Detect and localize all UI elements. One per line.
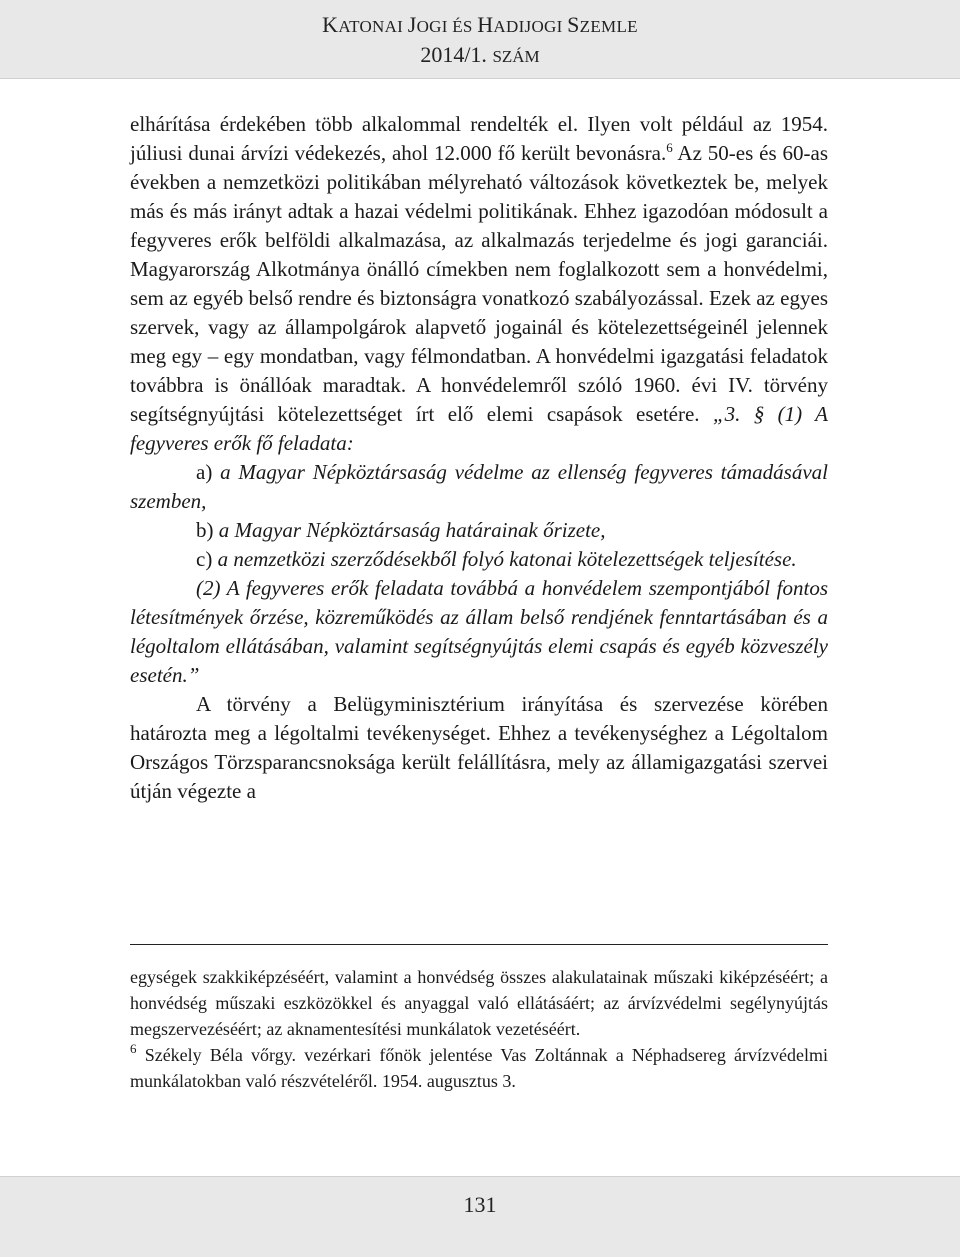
footnote-6: $^6$ Székely Béla vőrgy. vezérkari főnök jelentése Vas Zoltánnak a Néphadsereg árvízvédelmi munkálatokban való részvételéről. 1954. augusztus 3. [130, 1041, 828, 1091]
page-number: 131 [463, 1192, 497, 1217]
list-item-c: c) a nemzetközi szerződésekből folyó katonai kötelezettségek teljesítése. [196, 547, 797, 571]
footnote-continuation: egységek szakkiképzéséért, valamint a honvédség összes alakulatainak műszaki kiképzéséért; a honvédség műszaki eszközökkel és anyaggal való ellátásáért; az árvízvédelmi segélynyújtás megszervezéséért; az aknamentesítési munkálatok vezetéséért. [130, 967, 828, 1039]
footnote-separator [130, 944, 828, 945]
quoted-paragraph: (2) A fegyveres erők feladata továbbá a honvédelem szempontjából fontos létesítmények őrzése, közreműködés az állam belső rendjének fenntartásában és a légoltalom ellátásában, valamint segítségnyújtás elemi csapás és egyéb közveszély esetén.” [130, 576, 828, 687]
quotation-start: „3. § (1) A fegyveres erők fő feladata: [130, 402, 828, 455]
paragraph: elhárítása érdekében több alkalommal rendelték el. Ilyen volt például az 1954. júliusi dunai árvízi védekezés, ahol 12.000 fő került bevonásra.$^6$ Az 50-es és 60-as években a nemzetközi politikában mélyreható változások következtek be, melyek más és más irányt adtak a hazai védelmi politikának. Ehhez igazodóan módosult a fegyveres erők belföldi alkalmazása, az alkalmazás terjedelme és jogi garanciái. Magyarország Alkotmánya önálló címekben nem foglalkozott sem a honvédelmi, sem az egyéb belső rendre és biztonságra vonatkozó szabályozással. Ezek az egyes szervek, vagy az állampolgárok alapvető jogainál és kötelezettségeinél jelennek meg egy – egy mondatban, vagy félmondatban. A honvédelmi igazgatási feladatok továbbra is önállóak maradtak. A honvédelemről szóló 1960. évi IV. törvény segítségnyújtási kötelezettséget írt elő elemi csapások esetére. „3. § (1) A fegyveres erők fő feladata: [130, 112, 828, 455]
list-item-b: b) a Magyar Népköztársaság határainak őrizete, [196, 518, 606, 542]
footnote-reference: 6 [666, 140, 673, 155]
issue-label: 2014/1. SZÁM [420, 42, 540, 67]
footnotes [130, 964, 828, 1094]
list-item-a: a) a Magyar Népköztársaság védelme az ellenség fegyveres támadásával szemben, [130, 460, 828, 513]
footnote-number: 6 [130, 1041, 137, 1056]
running-header [0, 0, 960, 79]
body-text [130, 110, 828, 806]
paragraph: A törvény a Belügyminisztérium irányítása és szervezése körében határozta meg a légoltalmi tevékenységet. Ehhez a tevékenységhez a Légoltalom Országos Törzsparancsnoksága került felállításra, mely az államigazgatási szervei útján végezte a [130, 692, 828, 803]
journal-title: KATONAI JOGI ÉS HADIJOGI SZEMLE [322, 12, 638, 37]
